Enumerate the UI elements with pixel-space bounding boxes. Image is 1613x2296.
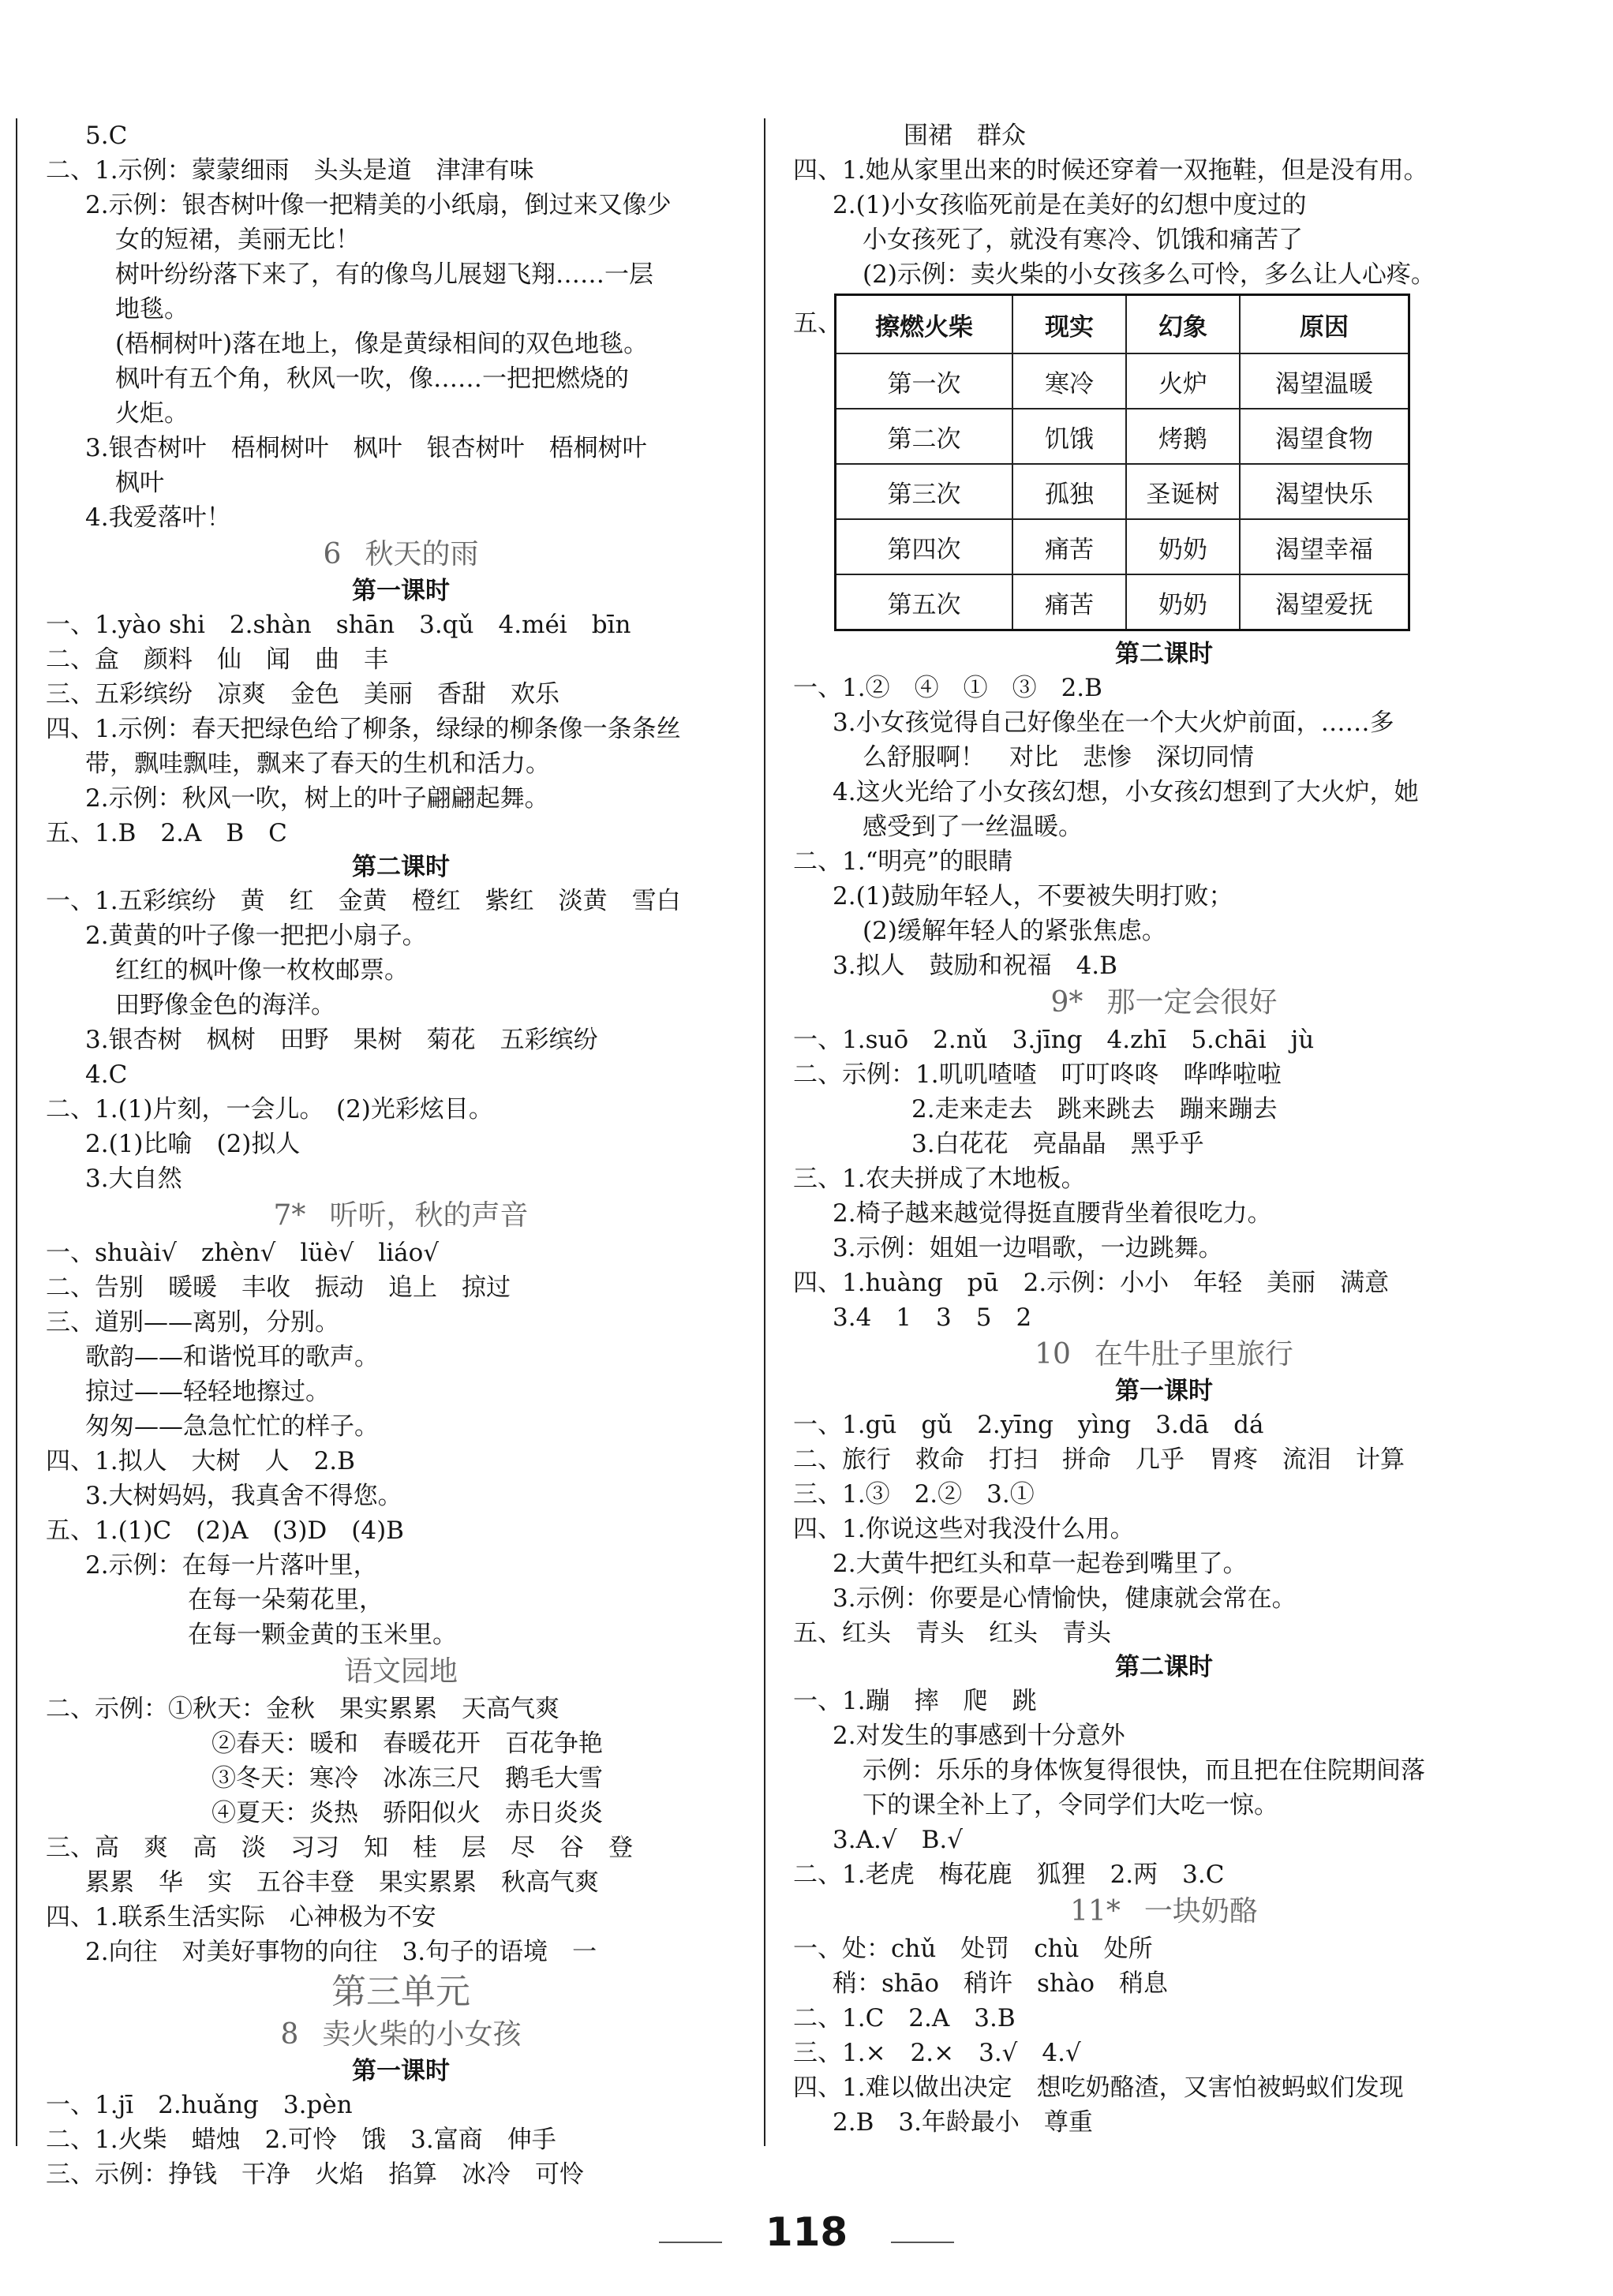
answer-line: 一、1.蹦 摔 爬 跳 [793, 1687, 1037, 1715]
answer-line: 4.C [85, 1060, 128, 1089]
answer-line: 二、示例：1.叽叽喳喳 叮叮咚咚 哗哗啦啦 [793, 1060, 1282, 1089]
answer-line: 一、1.yào shi 2.shàn shān 3.qǔ 4.méi bīn [46, 611, 631, 639]
answer-line: ④夏天：炎热 骄阳似火 赤日炎炎 [211, 1799, 603, 1827]
answer-line: (2)缓解年轻人的紧张焦虑。 [863, 917, 1166, 945]
answer-line: 2.走来走去 跳来跳去 蹦来蹦去 [911, 1095, 1278, 1124]
answer-line: 歌韵——和谐悦耳的歌声。 [85, 1343, 379, 1371]
answer-line: 掠过——轻轻地擦过。 [85, 1378, 330, 1406]
table-header: 现实 [1012, 295, 1126, 354]
table-cell: 寒冷 [1012, 353, 1126, 409]
answer-line: 围裙 群众 [904, 122, 1026, 150]
answer-line: 二、告别 暖暖 丰收 振动 追上 掠过 [46, 1273, 511, 1302]
table-cell: 渴望幸福 [1240, 519, 1409, 574]
answer-line: 2.示例：在每一片落叶里， [85, 1551, 378, 1580]
answer-line: 三、1.③ 2.② 3.① [793, 1480, 1035, 1509]
answer-line: 地毯。 [115, 295, 189, 323]
table-header-row [836, 295, 1409, 354]
lesson-heading-11 [793, 1892, 1535, 1931]
lesson-number: 9* [1050, 986, 1083, 1019]
table-cell: 第四次 [836, 519, 1013, 574]
answer-line: 四、1.难以做出决定 想吃奶酪渣，又害怕被蚂蚁们发现 [793, 2074, 1404, 2102]
table-cell: 第三次 [836, 464, 1013, 519]
table-cell: 奶奶 [1126, 519, 1240, 574]
answer-line: 2.B 3.年龄最小 尊重 [833, 2108, 1093, 2137]
answer-line: 二、盒 颜料 仙 闻 曲 丰 [46, 645, 388, 674]
answer-line: 2.(1)小女孩临死前是在美好的幻想中度过的 [833, 191, 1307, 219]
answer-line: 一、处：chǔ 处罚 chù 处所 [793, 1935, 1153, 1963]
table-row [836, 519, 1409, 574]
lesson-title: 那一定会很好 [1106, 986, 1278, 1019]
lesson-number: 7* [273, 1199, 306, 1232]
table-row [836, 409, 1409, 464]
table-header: 幻象 [1126, 295, 1240, 354]
footer-rule-right [891, 2242, 954, 2243]
table-header: 原因 [1240, 295, 1409, 354]
table-cell: 痛苦 [1012, 574, 1126, 630]
lesson-number: 11* [1070, 1895, 1121, 1928]
lesson-heading-10 [793, 1335, 1535, 1374]
answer-line: 三、五彩缤纷 凉爽 金色 美丽 香甜 欢乐 [46, 680, 559, 709]
class-period-heading: 第一课时 [352, 2057, 450, 2085]
answer-line: 一、1.suō 2.nǔ 3.jīng 4.zhī 5.chāi jù [793, 1026, 1315, 1054]
answer-line: 田野像金色的海洋。 [115, 991, 335, 1019]
answer-line: 树叶纷纷落下来了，有的像鸟儿展翅飞翔……一层 [115, 260, 653, 289]
column-divider [764, 118, 765, 2146]
answer-line: 2.对发生的事感到十分意外 [833, 1722, 1125, 1750]
answer-line: 二、示例：①秋天：金秋 果实累累 天高气爽 [46, 1695, 559, 1723]
class-period-heading: 第二课时 [1115, 1653, 1213, 1681]
footer-rule-left [659, 2242, 722, 2243]
answer-line: 二、1.老虎 梅花鹿 狐狸 2.两 3.C [793, 1860, 1225, 1889]
answer-line: 累累 华 实 五谷丰登 果实累累 秋高气爽 [85, 1868, 599, 1897]
answer-line: 枫叶有五个角，秋风一吹，像……一把把燃烧的 [115, 365, 629, 393]
answer-line: 3.大树妈妈，我真舍不得您。 [85, 1482, 402, 1510]
left-column [46, 118, 756, 2192]
answer-line: 二、1.C 2.A 3.B [793, 2004, 1016, 2032]
table-cell: 奶奶 [1126, 574, 1240, 630]
lesson-number: 8 [280, 2018, 299, 2051]
answer-line: 一、shuài√ zhèn√ lüè√ liáo√ [46, 1239, 440, 1267]
answer-line: 3.银杏树 枫树 田野 果树 菊花 五彩缤纷 [85, 1026, 598, 1054]
lesson-heading-9 [793, 983, 1535, 1023]
answer-line: 五、1.B 2.A B C [46, 819, 287, 847]
answer-line: 四、1.拟人 大树 人 2.B [46, 1447, 355, 1475]
answer-line: 在每一颗金黄的玉米里。 [188, 1621, 457, 1649]
class-period-heading: 第二课时 [352, 853, 450, 881]
answer-line: 4.我爱落叶！ [85, 503, 231, 532]
answer-line: 3.4 1 3 5 2 [833, 1303, 1032, 1332]
answer-line: 在每一朵菊花里， [188, 1586, 384, 1614]
lesson-number: 6 [323, 538, 342, 570]
lesson-title: 一块奶酪 [1143, 1895, 1258, 1928]
lesson-title: 秋天的雨 [365, 538, 479, 570]
table-cell: 第一次 [836, 353, 1013, 409]
table-cell: 第二次 [836, 409, 1013, 464]
answer-line: 三、1.农夫拼成了木地板。 [793, 1165, 1086, 1193]
answer-line: 么舒服啊！ 对比 悲惨 深切同情 [863, 743, 1254, 772]
table-cell: 火炉 [1126, 353, 1240, 409]
table-cell: 饥饿 [1012, 409, 1126, 464]
answer-line: 示例：乐乐的身体恢复得很快，而且把在住院期间落 [863, 1756, 1425, 1785]
class-period-heading: 第一课时 [1115, 1377, 1213, 1405]
answer-line: 一、1.② ④ ① ③ 2.B [793, 674, 1102, 702]
answer-line: 五、1.(1)C (2)A (3)D (4)B [46, 1516, 404, 1545]
answer-line: (2)示例：卖火柴的小女孩多么可怜，多么让人心疼。 [863, 260, 1435, 289]
class-period-heading: 第一课时 [352, 577, 450, 605]
answer-line: 5.C [85, 122, 128, 150]
table-header: 擦燃火柴 [836, 295, 1013, 354]
answer-line: 四、1.你说这些对我没什么用。 [793, 1515, 1135, 1543]
answer-line: 2.向往 对美好事物的向往 3.句子的语境 一 [85, 1938, 597, 1966]
answer-line: ③冬天：寒冷 冰冻三尺 鹅毛大雪 [211, 1764, 603, 1793]
answer-line: 感受到了一丝温暖。 [863, 813, 1083, 841]
unit-heading: 第三单元 [331, 1972, 470, 2012]
lesson-title: 听听，秋的声音 [329, 1199, 529, 1232]
answer-line: 红红的枫叶像一枚枚邮票。 [115, 956, 409, 985]
answer-line: 一、1.jī 2.huǎng 3.pèn [46, 2091, 353, 2119]
answer-line: 二、1.火柴 蜡烛 2.可怜 饿 3.富商 伸手 [46, 2126, 556, 2154]
answer-line: ②春天：暖和 春暖花开 百花争艳 [211, 1729, 603, 1758]
answer-line: 3.银杏树叶 梧桐树叶 枫叶 银杏树叶 梧桐树叶 [85, 434, 647, 462]
lesson-title: 卖火柴的小女孩 [322, 2018, 522, 2051]
answer-line: 三、示例：挣钱 干净 火焰 掐算 冰冷 可怜 [46, 2160, 584, 2189]
table-cell: 痛苦 [1012, 519, 1126, 574]
answer-line: 匆匆——急急忙忙的样子。 [85, 1412, 379, 1441]
right-column [793, 118, 1535, 2140]
answer-line: 四、1.示例：春天把绿色给了柳条，绿绿的柳条像一条条丝 [46, 715, 681, 743]
answer-line: 二、旅行 救命 打扫 拼命 几乎 胃疼 流泪 计算 [793, 1445, 1405, 1474]
answer-line: 3.大自然 [85, 1165, 182, 1193]
answer-line: 2.示例：秋风一吹，树上的叶子翩翩起舞。 [85, 784, 549, 813]
question-label: 五、 [793, 309, 842, 338]
answer-line: 一、1.gū gǔ 2.yīng yìng 3.dā dá [793, 1411, 1264, 1439]
answer-line: 2.(1)比喻 (2)拟人 [85, 1130, 301, 1158]
answer-line: 3.拟人 鼓励和祝福 4.B [833, 952, 1117, 980]
answer-line: 四、1.联系生活实际 心神极为不安 [46, 1903, 436, 1931]
answer-line: 下的课全补上了，令同学们大吃一惊。 [863, 1791, 1278, 1819]
answer-line: 三、道别——离别，分别。 [46, 1308, 339, 1337]
table-cell: 烤鹅 [1126, 409, 1240, 464]
answer-line: 2.大黄牛把红头和草一起卷到嘴里了。 [833, 1550, 1248, 1578]
answer-line: 二、1.“明亮”的眼睛 [793, 847, 1013, 876]
table-cell: 第五次 [836, 574, 1013, 630]
answer-line: (梧桐树叶)落在地上，像是黄绿相间的双色地毯。 [115, 330, 649, 358]
lesson-heading-7 [46, 1196, 756, 1236]
table-cell: 孤独 [1012, 464, 1126, 519]
page-footer [0, 2209, 1613, 2255]
table-row [836, 353, 1409, 409]
answer-line: 女的短裙，美丽无比！ [115, 226, 360, 254]
class-period-heading: 第二课时 [1115, 640, 1213, 668]
table-row [836, 574, 1409, 630]
left-margin-rule [16, 118, 17, 2146]
answer-line: 3.示例：你要是心情愉快，健康就会常在。 [833, 1584, 1297, 1613]
matches-table [834, 294, 1410, 631]
answer-line: 2.示例：银杏树叶像一把精美的小纸扇，倒过来又像少 [85, 191, 672, 219]
answer-line: 3.白花花 亮晶晶 黑乎乎 [911, 1130, 1204, 1158]
answer-line: 4.这火光给了小女孩幻想，小女孩幻想到了大火炉，她 [833, 778, 1419, 806]
lesson-heading-6 [46, 535, 756, 574]
answer-line: 枫叶 [115, 469, 164, 497]
lesson-heading-8 [46, 2015, 756, 2055]
table-cell: 圣诞树 [1126, 464, 1240, 519]
answer-line: 三、1.× 2.× 3.√ 4.√ [793, 2039, 1081, 2067]
table-cell: 渴望爱抚 [1240, 574, 1409, 630]
answer-line: 2.(1)鼓励年轻人，不要被失明打败； [833, 882, 1233, 911]
answer-line: 二、1.示例：蒙蒙细雨 头头是道 津津有味 [46, 156, 534, 185]
answer-line: 五、红头 青头 红头 青头 [793, 1619, 1111, 1647]
answer-line: 四、1.huàng pū 2.示例：小小 年轻 美丽 满意 [793, 1269, 1390, 1297]
answer-line: 三、高 爽 高 淡 习习 知 桂 层 尽 谷 登 [46, 1834, 633, 1862]
table-cell: 渴望食物 [1240, 409, 1409, 464]
answer-line: 3.示例：姐姐一边唱歌，一边跳舞。 [833, 1234, 1223, 1262]
answer-line: 二、1.(1)片刻，一会儿。 (2)光彩炫目。 [46, 1095, 493, 1124]
page-number: 118 [765, 2209, 848, 2255]
answer-line: 3.小女孩觉得自己好像坐在一个大火炉前面，……多 [833, 709, 1394, 737]
section-heading-chinese-garden: 语文园地 [343, 1655, 458, 1688]
answer-line: 一、1.五彩缤纷 黄 红 金黄 橙红 紫红 淡黄 雪白 [46, 887, 681, 915]
answer-line: 火炬。 [115, 399, 189, 428]
answer-line: 3.A.√ B.√ [833, 1826, 963, 1854]
answer-line: 2.椅子越来越觉得挺直腰背坐着很吃力。 [833, 1199, 1272, 1228]
table-cell: 渴望快乐 [1240, 464, 1409, 519]
lesson-number: 10 [1035, 1338, 1071, 1370]
table-cell: 渴望温暖 [1240, 353, 1409, 409]
answer-line: 稍：shāo 稍许 shào 稍息 [833, 1969, 1169, 1998]
matches-table-block [793, 294, 1535, 633]
table-row [836, 464, 1409, 519]
answer-line: 四、1.她从家里出来的时候还穿着一双拖鞋，但是没有用。 [793, 156, 1428, 185]
answer-line: 2.黄黄的叶子像一把把小扇子。 [85, 922, 427, 950]
answer-line: 带，飘哇飘哇，飘来了春天的生机和活力。 [85, 750, 550, 778]
answer-line: 小女孩死了，就没有寒冷、饥饿和痛苦了 [863, 226, 1303, 254]
lesson-title: 在牛肚子里旅行 [1094, 1338, 1293, 1370]
